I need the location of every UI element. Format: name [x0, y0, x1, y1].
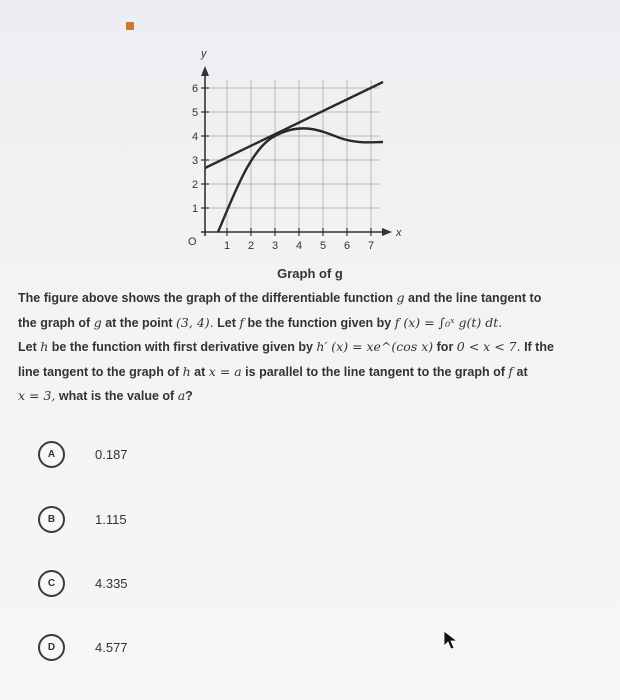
x-tick-label: 5	[320, 240, 327, 252]
question-text: and the line tangent to	[408, 291, 542, 305]
choice-letter-d[interactable]: D	[38, 634, 65, 661]
choice-value[interactable]: 1.115	[95, 512, 127, 527]
x-tick-label: 2	[248, 240, 255, 252]
math-expr: x = 3,	[18, 388, 56, 403]
y-tick-label: 3	[192, 155, 199, 167]
math-expr: x = a	[208, 363, 242, 379]
mouse-cursor-icon	[443, 630, 459, 650]
math-var: g	[396, 290, 405, 305]
math-var: g	[93, 314, 102, 330]
curve-g	[218, 128, 383, 232]
question-text: ?	[185, 389, 193, 403]
math-interval: 0 < x < 7.	[456, 339, 521, 354]
math-var: h	[40, 339, 49, 354]
math-var: f	[239, 314, 244, 330]
question-text: the graph of	[18, 315, 91, 330]
question-text: at	[516, 364, 528, 379]
y-tick-label: 5	[192, 107, 199, 119]
choice-value[interactable]: 4.577	[95, 640, 128, 655]
choice-d[interactable]	[38, 634, 128, 661]
choice-letter-a[interactable]: A	[38, 441, 65, 468]
question-text: be the function with first derivative given by	[51, 340, 313, 354]
math-var: f	[508, 363, 514, 379]
choice-value[interactable]: 0.187	[95, 447, 128, 462]
choice-letter-c[interactable]: C	[38, 570, 65, 597]
x-tick-label: 7	[368, 240, 375, 252]
math-formula-f: f (x) = ∫₀ˣ g(t) dt.	[394, 314, 503, 330]
choice-b[interactable]	[38, 506, 127, 533]
y-tick-label: 6	[192, 83, 199, 95]
y-axis-arrow	[201, 66, 209, 76]
math-var: h	[182, 363, 191, 379]
math-point: (3, 4).	[176, 314, 214, 330]
question-text: If the	[524, 340, 554, 354]
tangent-line	[205, 82, 383, 168]
question-text: The figure above shows the graph of the differentiable function	[18, 291, 394, 305]
math-var: a	[177, 388, 186, 403]
question-text: is parallel to the line tangent to the graph of	[245, 364, 505, 379]
y-tick-label: 2	[192, 179, 199, 191]
x-tick-label: 1	[224, 240, 231, 252]
question-text: be the function given by	[247, 315, 392, 330]
question-text: for	[436, 340, 454, 354]
question-stem	[18, 286, 608, 409]
question-text: at the point	[105, 315, 173, 330]
x-tick-label: 3	[272, 240, 279, 252]
question-text: what is the value of	[58, 389, 175, 403]
question-text: line tangent to the graph of	[18, 364, 180, 379]
x-tick-label: 6	[344, 240, 351, 252]
choice-letter-b[interactable]: B	[38, 506, 65, 533]
choice-c[interactable]	[38, 570, 128, 597]
axis-labels	[188, 48, 402, 252]
choice-value[interactable]: 4.335	[95, 576, 128, 591]
origin-label: O	[188, 236, 197, 248]
question-text: at	[194, 364, 206, 379]
choice-a[interactable]	[38, 441, 128, 468]
question-text: Let	[217, 315, 236, 330]
graph-caption: Graph of g	[277, 266, 343, 281]
y-tick-label: 1	[192, 203, 199, 215]
y-axis-label: y	[201, 48, 207, 60]
question-text: Let	[18, 340, 37, 354]
math-formula-h: h′ (x) = xe^(cos x)	[316, 339, 434, 354]
x-axis-label: x	[396, 227, 402, 239]
x-axis-arrow	[382, 228, 392, 236]
graph-of-g	[0, 0, 620, 290]
y-tick-label: 4	[192, 131, 199, 143]
x-tick-label: 4	[296, 240, 303, 252]
